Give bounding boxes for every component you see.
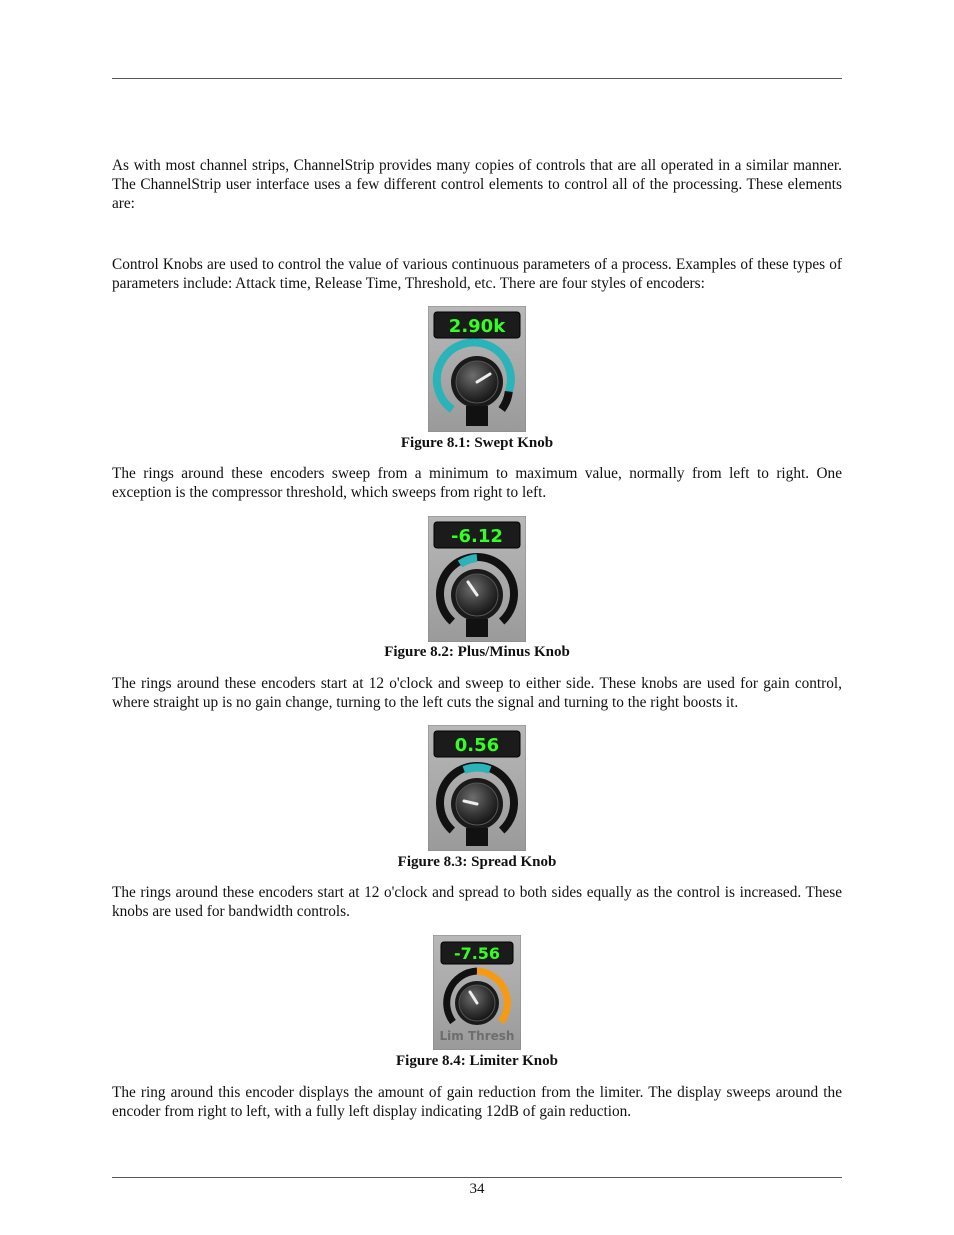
figure-8-4-caption: Figure 8.4: Limiter Knob xyxy=(396,1053,558,1069)
limiter-knob-figure xyxy=(433,935,521,1050)
figure-8-1-caption: Figure 8.1: Swept Knob xyxy=(400,435,554,451)
page-number: 34 xyxy=(469,1181,485,1197)
plus-minus-knob-display: -6.12 xyxy=(451,526,503,547)
spread-knob-figure xyxy=(428,725,526,851)
swept-knob-figure xyxy=(428,306,526,432)
plus-minus-knob-figure xyxy=(428,516,526,642)
header-rule xyxy=(112,78,842,79)
spread-knob-paragraph: The rings around these encoders start at 12 o'clock and spread to both sides equally as the control is increased. These knobs are used for bandwidth controls. xyxy=(112,884,842,920)
intro-paragraph: As with most channel strips, ChannelStrip provides many copies of controls that are all operated in a similar manner. The ChannelStrip user interface uses a few different control elements to control all of the processing. These elements are: xyxy=(112,157,842,212)
footer-rule xyxy=(112,1177,842,1178)
limiter-knob-paragraph: The ring around this encoder displays the amount of gain reduction from the limiter. The display sweeps around the encoder from right to left, with a fully left display indicating 12dB of gain reduction. xyxy=(112,1084,842,1120)
figure-8-2-caption: Figure 8.2: Plus/Minus Knob xyxy=(384,644,570,660)
spread-knob-display: 0.56 xyxy=(454,735,500,756)
plus-minus-knob-paragraph: The rings around these encoders start at 12 o'clock and sweep to either side. These knobs are used for gain control, where straight up is no gain change, turning to the left cuts the signal and turning to the right boosts it. xyxy=(112,675,842,711)
limiter-knob-display: -7.56 xyxy=(453,944,501,963)
swept-knob-display: 2.90k xyxy=(448,316,506,337)
control-knobs-paragraph: Control Knobs are used to control the value of various continuous parameters of a process. Examples of these types of parameters include: Attack time, Release Time, Threshold, etc. There are four styles of encoders: xyxy=(112,256,842,292)
figure-8-3-caption: Figure 8.3: Spread Knob xyxy=(397,854,557,870)
limiter-knob-label: Lim Thresh xyxy=(439,1029,515,1043)
swept-knob-paragraph: The rings around these encoders sweep from a minimum to maximum value, normally from left to right. One exception is the compressor threshold, which sweeps from right to left. xyxy=(112,465,842,501)
